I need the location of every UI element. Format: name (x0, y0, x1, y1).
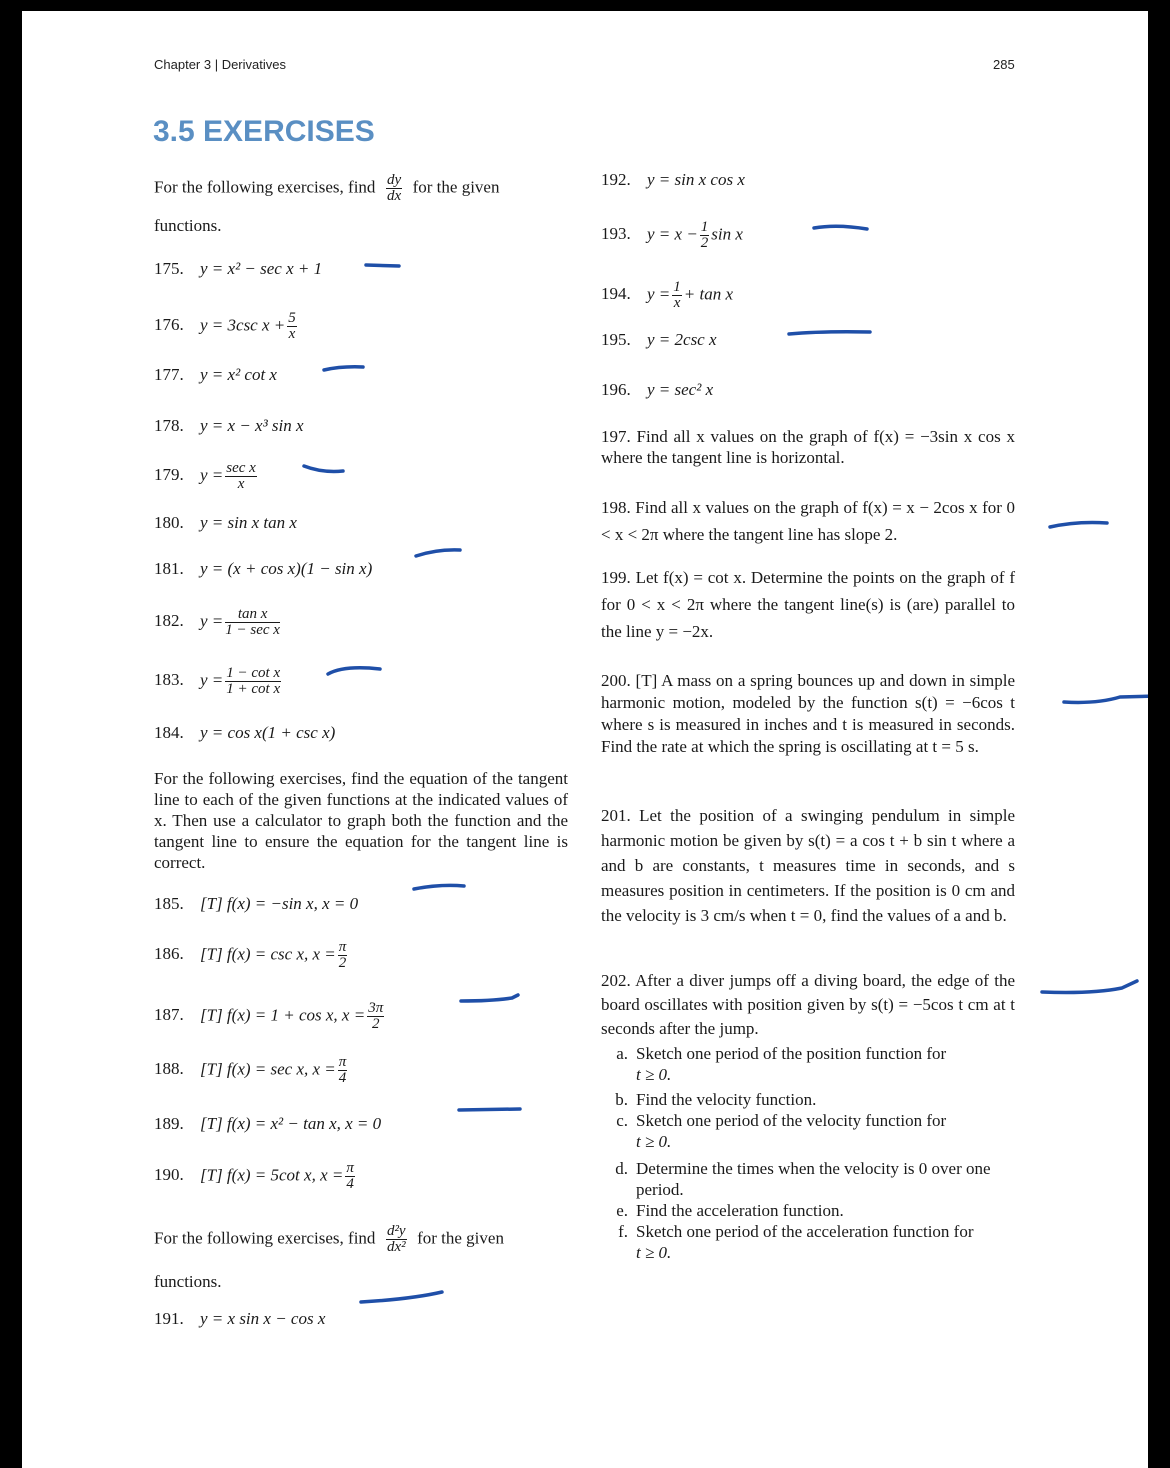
ink-dash-175 (366, 265, 399, 266)
exercise-195: 195. y = 2csc x (601, 330, 717, 349)
ink-dash-187 (461, 995, 518, 1001)
exercise-197: 197. Find all x values on the graph of f(x) = −3sin x cos x where the tangent line is horizontal. (601, 427, 1015, 467)
exercise-175: 175. y = x² − sec x + 1 (154, 259, 323, 278)
exercise-177: 177. y = x² cot x (154, 365, 277, 384)
ink-dash-193 (814, 226, 867, 229)
ink-dash-181 (416, 550, 460, 556)
exercise-181: 181. y = (x + cos x)(1 − sin x) (154, 559, 373, 578)
intro-second-derivative: For the following exercises, find $\frac{\text{d²y}}{\text{dx²}}$ for the given (154, 1223, 504, 1255)
fraction: $\frac{\pi}{4}$ (338, 1054, 347, 1086)
exercise-200: 200. [T] A mass on a spring bounces up and down in simple harmonic motion, modeled by the function s(t) = −6cos t where s is measured in inches and t is measured in seconds. Find the rate at which the spring is oscillating at t = 5 s. (601, 671, 1015, 756)
document-page (22, 11, 1148, 1468)
ink-dash-177 (324, 367, 363, 370)
ink-dash-202 (1042, 981, 1137, 993)
fraction: $\frac{\pi}{2}$ (338, 939, 347, 971)
exercise-179: 179. y = $\frac{\text{sec x}}{x}$ (154, 460, 256, 492)
ink-dash-179 (304, 466, 343, 471)
fraction: $\frac{1}{x}$ (673, 279, 681, 311)
exercise-187: 187. [T] f(x) = 1 + cos x, x = $\frac{3\pi}{2}$ (154, 1000, 384, 1032)
exercise-182: 182. y = $\frac{\text{tan x}}{\text{1 − sec x}}$ (154, 606, 280, 638)
exercise-185: 185. [T] f(x) = −sin x, x = 0 (154, 894, 359, 913)
exercise-193: 193. y = x − $\frac{1}{2}$ sin x (601, 219, 743, 251)
d2y-dx2-fraction: $\frac{\text{d²y}}{\text{dx²}}$ (386, 1223, 406, 1255)
exercise-183: 183. y = $\frac{\text{1 − cot x}}{\text{1 + cot x}}$ (154, 665, 281, 697)
fraction: $\frac{\text{tan x}}{\text{1 − sec x}}$ (225, 606, 280, 638)
intro-second-derivative-line2: functions. (154, 1272, 222, 1291)
exercise-176: 176. y = 3csc x + $\frac{5}{x}$ (154, 310, 296, 342)
part-d: d. Determine the times when the velocity is 0 over one period. (615, 1159, 991, 1199)
fraction: $\frac{\pi}{4}$ (346, 1160, 354, 1192)
exercise-198: 198. Find all x values on the graph of f(x) = x − 2cos x for 0 < x < 2π where the tangent line has slope 2. (601, 498, 1015, 544)
exercise-188: 188. [T] f(x) = sec x, x = $\frac{\pi}{4}$ (154, 1054, 347, 1086)
exercise-201: 201. Let the position of a swinging pendulum in simple harmonic motion be given by s(t) = a cos t + b sin t where a and b are constants, t measures time in seconds, and s measures position in centimeters. If the position is 0 cm and the velocity is 3 cm/s when t = 0, find the values of a and b. (601, 806, 1015, 925)
part-a: a. Sketch one period of the position function for t ≥ 0. (616, 1044, 947, 1084)
page-number: 285 (993, 57, 1015, 72)
exercise-199: 199. Let f(x) = cot x. Determine the points on the graph of f for 0 < x < 2π where the tangent line(s) is (are) parallel to the line y = −2x. (601, 568, 1015, 641)
fraction: $\frac{\text{sec x}}{x}$ (226, 460, 256, 492)
ink-dash-185 (414, 885, 464, 889)
fraction: $\frac{1}{2}$ (700, 219, 709, 251)
exercise-178: 178. y = x − x³ sin x (154, 416, 304, 435)
exercise-196: 196. y = sec² x (601, 380, 714, 399)
part-e: e. Find the acceleration function. (616, 1201, 844, 1220)
section-title: 3.5 EXERCISES (153, 115, 375, 148)
part-f: f. Sketch one period of the acceleration function for t ≥ 0. (618, 1222, 974, 1262)
exercise-191: 191. y = x sin x − cos x (154, 1309, 326, 1328)
exercise-180: 180. y = sin x tan x (154, 513, 297, 532)
ink-dash-189 (459, 1109, 520, 1110)
handwritten-marks (22, 11, 1148, 1468)
chapter-header: Chapter 3 | Derivatives (154, 57, 286, 72)
intro-dy-dx: For the following exercises, find $\frac{dy}{dx}$ for the given (154, 172, 500, 204)
ink-dash-183 (328, 668, 380, 674)
ink-dash-198 (1050, 523, 1107, 528)
intro-dy-dx-line2: functions. (154, 216, 222, 235)
intro-tangent-line: For the following exercises, find the equation of the tangent line to each of the given functions at the indicated values of x. Then use a calculator to graph both the function and the tangent line to ensure the equation for the tangent line is correct. (154, 769, 568, 872)
fraction: $\frac{\text{1 − cot x}}{\text{1 + cot x}}$ (226, 665, 281, 697)
fraction: $\frac{3\pi}{2}$ (368, 1000, 384, 1032)
exercise-190: 190. [T] f(x) = 5cot x, x = $\frac{\pi}{4}$ (154, 1160, 354, 1192)
exercise-184: 184. y = cos x(1 + csc x) (154, 723, 336, 742)
exercise-192: 192. y = sin x cos x (601, 170, 745, 189)
exercise-202: 202. After a diver jumps off a diving board, the edge of the board oscillates with position given by s(t) = −5cos t cm at t seconds after the jump. (601, 971, 1015, 1038)
fraction: $\frac{5}{x}$ (288, 310, 296, 342)
exercise-186: 186. [T] f(x) = csc x, x = $\frac{\pi}{2}$ (154, 939, 347, 971)
dy-dx-fraction: $\frac{dy}{dx}$ (386, 172, 402, 204)
ink-dash-195 (789, 332, 870, 334)
ink-dash-200 (1064, 696, 1148, 702)
exercise-194: 194. y = $\frac{1}{x}$ + tan x (601, 279, 734, 311)
exercise-189: 189. [T] f(x) = x² − tan x, x = 0 (154, 1114, 382, 1133)
part-c: c. Sketch one period of the velocity function for t ≥ 0. (616, 1111, 947, 1151)
part-b: b. Find the velocity function. (615, 1090, 817, 1109)
ink-dash-191 (361, 1292, 442, 1302)
